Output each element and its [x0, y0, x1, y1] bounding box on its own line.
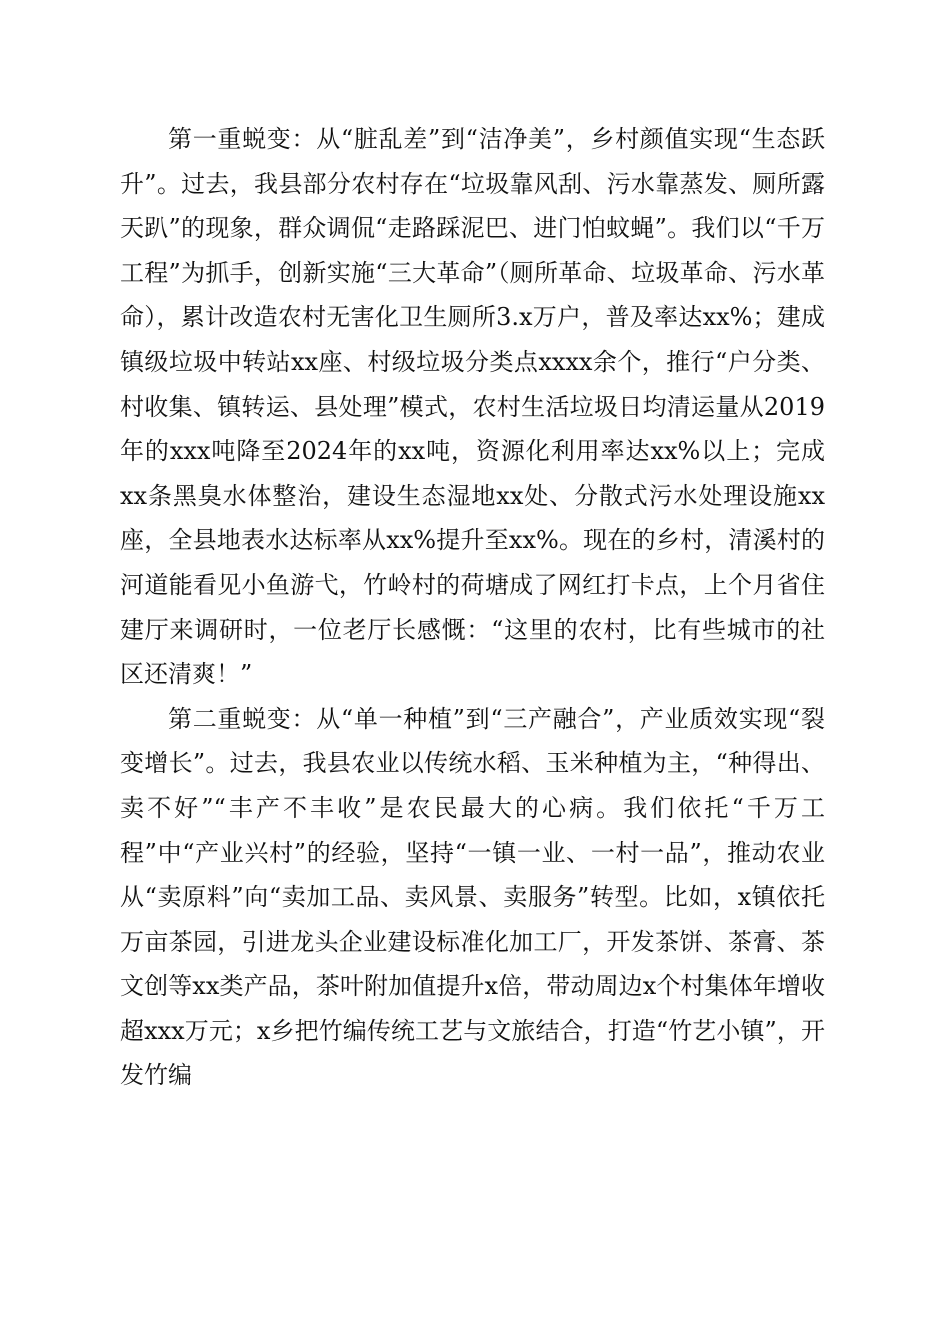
- paragraph-1: [120, 117, 825, 697]
- paragraph-2-lead: 第二重蜕变：从“单一种植”到“三产融合”，产业质效实现“裂变增长”。: [120, 704, 825, 778]
- paragraph-2: [120, 697, 825, 1098]
- paragraph-1-lead: 第一重蜕变：从“脏乱差”到“洁净美”，乡村颜值实现“生态跃升”。: [120, 125, 825, 198]
- paragraph-2-body: 过去，我县农业以传统水稻、玉米种植为主，“种得出、卖不好”“丰产不丰收”是农民最大的心病。我们依托“千万工程”中“产业兴村”的经验，坚持“一镇一业、一村一品”，推动农业从“卖原料”向“卖加工品、卖风景、卖服务”转型。比如，x镇依托万亩茶园，引进龙头企业建设标准化加工厂，开发茶饼、茶膏、茶文创等xx类产品，茶叶附加值提升x倍，带动周边x个村集体年增收超xxx万元；x乡把竹编传统工艺与文旅结合，打造“竹艺小镇”，开发竹编: [120, 749, 825, 1090]
- paragraph-1-body: 过去，我县部分农村存在“垃圾靠风刮、污水靠蒸发、厕所露天趴”的现象，群众调侃“走路踩泥巴、进门怕蚊蝇”。我们以“千万工程”为抓手，创新实施“三大革命”（厕所革命、垃圾革命、污水革命），累计改造农村无害化卫生厕所3.x万户，普及率达xx%；建成镇级垃圾中转站xx座、村级垃圾分类点xxxx余个，推行“户分类、村收集、镇转运、县处理”模式，农村生活垃圾日均清运量从2019年的xxx吨降至2024年的xx吨，资源化利用率达xx%以上；完成xx条黑臭水体整治，建设生态湿地xx处、分散式污水处理设施xx座，全县地表水达标率从xx%提升至xx%。现在的乡村，清溪村的河道能看见小鱼游弋，竹岭村的荷塘成了网红打卡点，上个月省住建厅来调研时，一位老厅长感慨：“这里的农村，比有些城市的社区还清爽！”: [120, 169, 825, 689]
- body-text: [120, 117, 825, 1098]
